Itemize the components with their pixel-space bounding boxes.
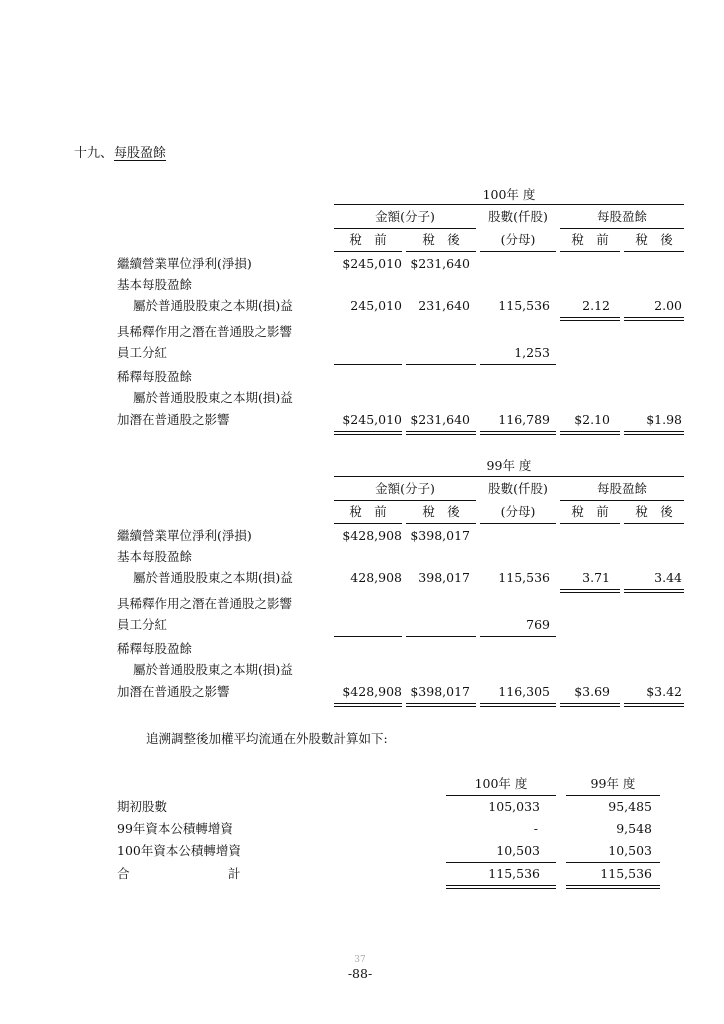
cell-value: 95,485: [608, 799, 652, 814]
after-tax-header: 稅 後: [422, 504, 460, 519]
retro-col1-header: 100年 度: [474, 776, 528, 791]
double-rule: [624, 703, 684, 707]
rule: [334, 523, 402, 524]
cell-value: $428,908: [342, 684, 402, 699]
double-rule: [406, 431, 476, 435]
row-label-bonus: 員工分紅: [117, 345, 168, 360]
rule: [406, 251, 476, 252]
double-rule: [560, 589, 620, 593]
cell-value: $398,017: [410, 528, 470, 543]
rule: [446, 862, 556, 863]
rule: [480, 636, 556, 637]
cell-value: 10,503: [496, 843, 540, 858]
cell-value: $231,640: [410, 412, 470, 427]
double-rule: [624, 431, 684, 435]
double-rule: [480, 703, 556, 707]
double-rule: [560, 431, 620, 435]
eps-after-header: 稅 後: [635, 232, 673, 247]
double-rule: [560, 703, 620, 707]
retro-col2-header: 99年 度: [590, 776, 636, 791]
section-title: 每股盈餘: [114, 146, 167, 161]
before-tax-header: 稅 前: [349, 504, 387, 519]
rule: [560, 500, 684, 501]
retro-intro: 追溯調整後加權平均流通在外股數計算如下:: [146, 731, 388, 746]
row-label-attrib2: 屬於普通股股東之本期(損)益: [133, 390, 293, 405]
cell-value: 9,548: [616, 821, 652, 836]
year-header-100: 100年 度: [482, 187, 536, 202]
cell-value: -: [533, 821, 538, 836]
shares-header: 股數(仟股): [488, 209, 548, 224]
row-label-diluted-eps: 稀釋每股盈餘: [117, 641, 193, 656]
denominator-header: (分母): [500, 232, 536, 247]
rule: [334, 204, 684, 205]
double-rule: [334, 703, 402, 707]
rule: [480, 364, 556, 365]
rule: [334, 228, 476, 229]
cell-value: 115,536: [488, 866, 540, 881]
page-number: -88-: [347, 966, 373, 981]
cell-value: 769: [526, 617, 550, 632]
shares-header: 股數(仟股): [488, 481, 548, 496]
cell-value: $3.42: [646, 684, 682, 699]
retro-row-label: 100年資本公積轉增資: [117, 843, 241, 858]
cell-value: 1,253: [514, 345, 550, 360]
cell-value: 2.12: [582, 298, 610, 313]
cell-value: 105,033: [488, 799, 540, 814]
cell-value: 231,640: [418, 298, 470, 313]
double-rule: [446, 885, 556, 889]
double-rule: [406, 703, 476, 707]
after-tax-header: 稅 後: [422, 232, 460, 247]
cell-value: 115,536: [600, 866, 652, 881]
row-label-dilutive: 具稀釋作用之潛在普通股之影響: [117, 324, 293, 339]
row-label-cont-income: 繼續營業單位淨利(淨損): [117, 528, 252, 543]
retro-total-label-b: 計: [228, 866, 241, 881]
row-label-basic-eps: 基本每股盈餘: [117, 277, 193, 292]
rule: [560, 523, 620, 524]
cell-value: $398,017: [410, 684, 470, 699]
rule: [334, 636, 402, 637]
rule: [446, 795, 556, 796]
double-rule: [560, 317, 620, 321]
eps-before-header: 稅 前: [571, 504, 609, 519]
eps-after-header: 稅 後: [635, 504, 673, 519]
row-label-bonus: 員工分紅: [117, 617, 168, 632]
row-label-diluted-eps: 稀釋每股盈餘: [117, 369, 193, 384]
cell-value: 245,010: [350, 298, 402, 313]
rule: [334, 476, 684, 477]
cell-value: $1.98: [646, 412, 682, 427]
eps-before-header: 稅 前: [571, 232, 609, 247]
section-number: 十九、: [74, 146, 114, 161]
double-rule: [624, 589, 684, 593]
row-label-plus-dilutive: 加潛在普通股之影響: [117, 684, 230, 699]
rule: [624, 523, 684, 524]
rule: [624, 251, 684, 252]
cell-value: 428,908: [350, 570, 402, 585]
row-label-cont-income: 繼續營業單位淨利(淨損): [117, 256, 252, 271]
row-label-basic-eps: 基本每股盈餘: [117, 549, 193, 564]
amount-header: 金額(分子): [375, 209, 435, 224]
rule: [334, 251, 402, 252]
double-rule: [334, 431, 402, 435]
retro-row-label: 99年資本公積轉增資: [117, 821, 233, 836]
row-label-attrib: 屬於普通股股東之本期(損)益: [133, 298, 293, 313]
before-tax-header: 稅 前: [349, 232, 387, 247]
rule: [334, 500, 476, 501]
retro-row-label: 期初股數: [117, 799, 168, 814]
cell-value: $245,010: [342, 412, 402, 427]
double-rule: [566, 885, 660, 889]
row-label-attrib: 屬於普通股股東之本期(損)益: [133, 570, 293, 585]
cell-value: $231,640: [410, 256, 470, 271]
rule: [480, 523, 556, 524]
cell-value: 10,503: [608, 843, 652, 858]
cell-value: 115,536: [498, 570, 550, 585]
cell-value: $2.10: [574, 412, 610, 427]
rule: [560, 251, 620, 252]
rule: [406, 636, 476, 637]
rule: [406, 523, 476, 524]
rule: [566, 795, 660, 796]
rule: [566, 862, 660, 863]
cell-value: $3.69: [574, 684, 610, 699]
retro-total-label-a: 合: [117, 866, 130, 881]
faint-page-mark: 37: [354, 955, 366, 965]
eps-header: 每股盈餘: [596, 209, 647, 224]
cell-value: 116,305: [498, 684, 550, 699]
amount-header: 金額(分子): [375, 481, 435, 496]
double-rule: [624, 317, 684, 321]
denominator-header: (分母): [500, 504, 536, 519]
rule: [480, 251, 556, 252]
row-label-plus-dilutive: 加潛在普通股之影響: [117, 412, 230, 427]
row-label-attrib2: 屬於普通股股東之本期(損)益: [133, 662, 293, 677]
rule: [560, 228, 684, 229]
double-rule: [480, 431, 556, 435]
cell-value: 398,017: [418, 570, 470, 585]
cell-value: 2.00: [654, 298, 682, 313]
cell-value: $245,010: [342, 256, 402, 271]
cell-value: 115,536: [498, 298, 550, 313]
cell-value: $428,908: [342, 528, 402, 543]
rule: [406, 364, 476, 365]
rule: [334, 364, 402, 365]
cell-value: 116,789: [498, 412, 550, 427]
eps-header: 每股盈餘: [596, 481, 647, 496]
cell-value: 3.44: [654, 570, 682, 585]
year-header-99: 99年 度: [486, 458, 532, 473]
row-label-dilutive: 具稀釋作用之潛在普通股之影響: [117, 596, 293, 611]
cell-value: 3.71: [582, 570, 610, 585]
